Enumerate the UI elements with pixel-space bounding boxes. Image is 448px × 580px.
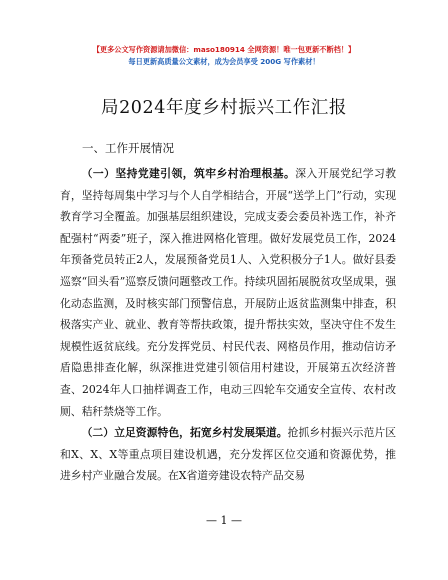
paragraph-party-building <box>60 163 396 422</box>
promo-banner <box>0 44 448 68</box>
paragraph-text: 深入开展党纪学习教育，坚持每周集中学习与个人自学相结合，开展“送学上门”行动，实现教育学习全覆盖。加强基层组织建设，完成支委会委员补选工作，补齐配强村“两委”班子，深入推进网格化管理。做好发展党员工作，2024年预备党员转正2人，发展预备党员1人、入党积极分子1人。做好县委巡察“回头看”巡察反馈问题整改工作。持续巩固拓展脱贫攻坚成果，强化动态监测，及时核实部门预警信息，开展防止返贫监测集中排查，积极落实产业、就业、教育等帮扶政策，提升帮扶实效，坚决守住不发生规模性返贫底线。充分发挥党员、村民代表、网格员作用，推动信访矛盾隐患排查化解，纵深推进党建引领信用村建设，开展第五次经济普查、2024年人口抽样调查工作，电动三四轮车交通安全宣传、农村改厕、秸秆禁烧等工作。 <box>60 167 397 418</box>
paragraph-text: 抢抓乡村振兴示范片区和X、X、X等重点项目建设机遇，充分发挥区位交通和资源优势，推进乡村产业融合发展。在X省道旁建设农特产品交易 <box>60 426 397 483</box>
section-heading: 一、工作开展情况 <box>82 141 174 155</box>
paragraph-resources <box>60 422 396 487</box>
paragraph-lead: （一）坚持党建引领，筑牢乡村治理根基。 <box>81 167 296 180</box>
document-title: 局2024年度乡村振兴工作汇报 <box>100 98 348 118</box>
paragraph-lead: （二）立足资源特色，拓宽乡村发展渠道。 <box>81 426 288 440</box>
document-body <box>60 163 396 487</box>
promo-banner-line-1: 【更多公文写作资源请加微信：maso180914 全网资源！唯一包更新不断档！】 <box>92 45 356 54</box>
promo-banner-line-2: 每日更新高质量公文素材，成为会员享受 200G 写作素材！ <box>128 57 320 66</box>
page-number: — 1 — <box>206 514 242 527</box>
